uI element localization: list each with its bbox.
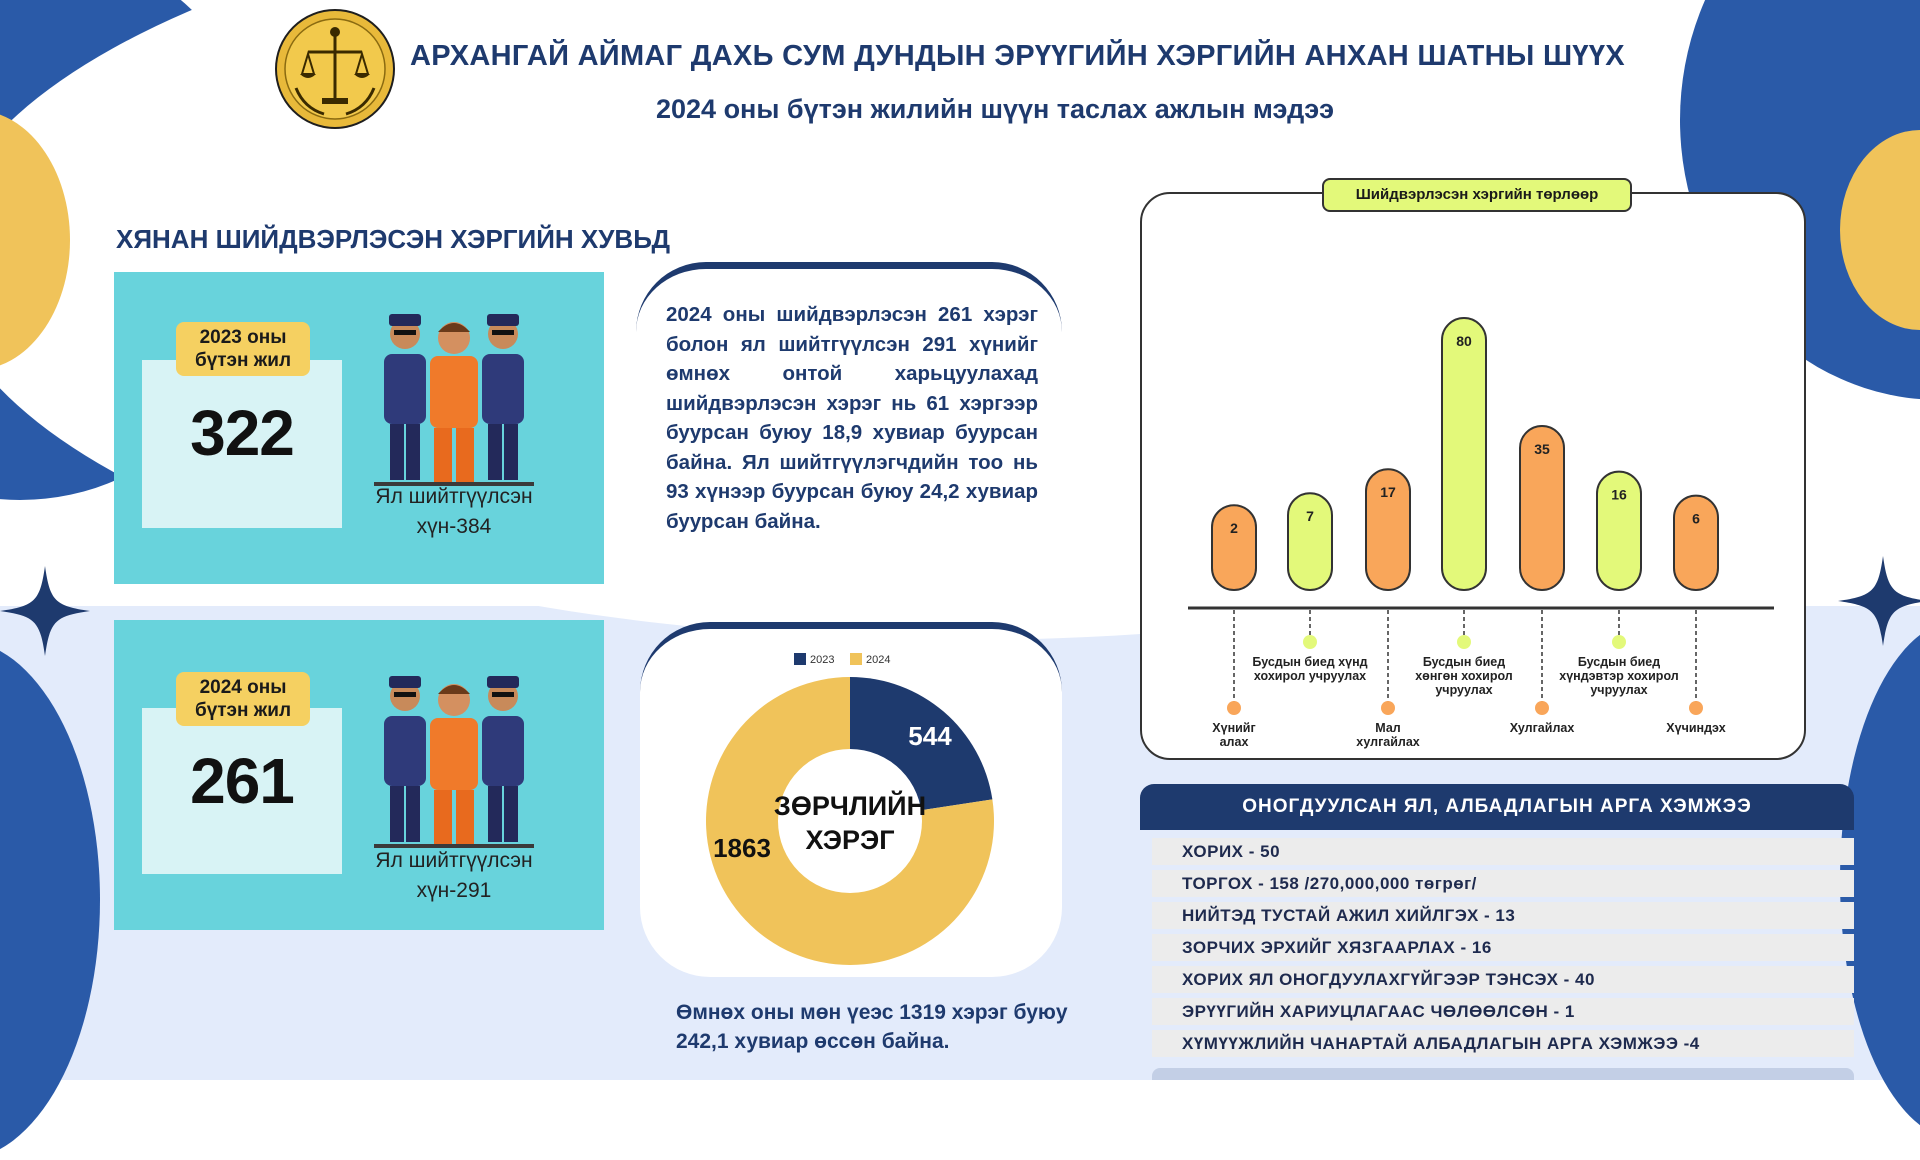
summary-text: 2024 оны шийдвэрлэсэн 261 хэрэг болон ял шийтгүүлсэн 291 хүнийг өмнөх онтой харьцуулахад шийдвэрлэсэн хэрэг нь 61 хэргээр буурсан буюу 18,9 хувиар буурсан байна. Ял шийтгүүлэгчдийн тоо нь 93 хүнээр буурсан буюу 24,2 хувиар буурсан байна. (666, 303, 1038, 533)
scales-of-justice-emblem-icon (274, 8, 396, 130)
convicted-people (362, 482, 546, 542)
category-label: алах (1219, 735, 1249, 749)
category-label: хүндэвтэр хохирол (1559, 669, 1679, 683)
legend-label: 2023 (810, 654, 835, 666)
bar (1442, 318, 1486, 590)
category-dot (1303, 635, 1317, 649)
legend-swatch (850, 653, 862, 665)
year-label: 2024 оны бүтэн жил (176, 672, 310, 726)
category-label: Мал (1375, 721, 1401, 735)
measure-item: НИЙТЭД ТУСТАЙ АЖИЛ ХИЙЛГЭХ - 13 (1152, 902, 1854, 929)
convicted-count: хүн-291 (416, 879, 492, 902)
bar-value-label: 16 (1611, 486, 1627, 503)
measure-item: ТОРГОХ - 158 /270,000,000 төгрөг/ (1152, 870, 1854, 897)
bar-value-label: 7 (1306, 508, 1314, 525)
category-dot (1689, 701, 1703, 715)
police-with-prisoner-icon (374, 296, 534, 496)
year-label: 2023 оны бүтэн жил (176, 322, 310, 376)
category-dot (1381, 701, 1395, 715)
cases-count: 261 (190, 745, 294, 817)
category-label: учруулах (1590, 683, 1648, 697)
measure-item: ЗОРЧИХ ЭРХИЙГ ХЯЗГААРЛАХ - 16 (1152, 934, 1854, 961)
donut-value-label: 544 (908, 721, 952, 751)
measure-item: ХҮМҮҮЖЛИЙН ЧАНАРТАЙ АЛБАДЛАГЫН АРГА ХЭМЖЭЭ -4 (1152, 1030, 1854, 1057)
category-label: учруулах (1435, 683, 1493, 697)
bar-value-label: 80 (1456, 333, 1472, 349)
bar (1212, 505, 1256, 590)
category-label: хулгайлах (1356, 735, 1420, 749)
legend-label: 2024 (866, 654, 891, 666)
donut-center-line1: ЗӨРЧЛИЙН (773, 791, 927, 821)
measures-footer-bar (1152, 1068, 1854, 1080)
donut-value-label: 1863 (713, 833, 771, 863)
measures-list (1152, 838, 1854, 1062)
category-label: Хүнийг (1212, 721, 1256, 735)
category-dot (1227, 701, 1241, 715)
measure-item: ХОРИХ - 50 (1152, 838, 1854, 865)
bar-value-label: 35 (1534, 441, 1550, 457)
year-panel-2023 (114, 272, 604, 584)
category-dot (1612, 635, 1626, 649)
bar-value-label: 17 (1380, 484, 1396, 501)
convicted-label: Ял шийтгүүлсэн (375, 485, 533, 508)
chart-title: Шийдвэрлэсэн хэргийн төрлөөр (1322, 178, 1632, 212)
convicted-count: хүн-384 (416, 515, 492, 538)
category-label: Бусдын биед (1422, 655, 1506, 669)
measure-item: ХОРИХ ЯЛ ОНОГДУУЛАХГҮЙГЭЭР ТЭНСЭХ - 40 (1152, 966, 1854, 993)
section-title: ХЯНАН ШИЙДВЭРЛЭСЭН ХЭРГИЙН ХУВЬД (116, 224, 671, 254)
case-types-chart-card (1140, 192, 1806, 760)
case-types-bar-chart (1142, 194, 1804, 758)
category-dot (1457, 635, 1471, 649)
cases-count: 322 (190, 397, 294, 469)
measure-item: ЭРҮҮГИЙН ХАРИУЦЛАГААС ЧӨЛӨӨЛСӨН - 1 (1152, 998, 1854, 1025)
year-panel-2024 (114, 620, 604, 930)
category-label: Бусдын биед хүнд (1252, 655, 1368, 669)
donut-hole (778, 749, 922, 893)
convicted-people (362, 846, 546, 906)
category-label: хохирол учруулах (1253, 669, 1367, 683)
category-label: Хулгайлах (1509, 721, 1575, 735)
violations-card (640, 622, 1062, 977)
violations-footnote: Өмнөх оны мөн үеэс 1319 хэрэг буюу 242,1 хувиар өссөн байна. (676, 1001, 1068, 1053)
bar-value-label: 6 (1692, 510, 1700, 527)
page-subtitle: 2024 оны бүтэн жилийн шүүн таслах ажлын мэдээ (656, 94, 1335, 124)
star-icon-left (0, 566, 90, 656)
category-label: хөнгөн хохирол (1415, 669, 1513, 683)
page-title: АРХАНГАЙ АЙМАГ ДАХЬ СУМ ДУНДЫН ЭРҮҮГИЙН ХЭРГИЙН АНХАН ШАТНЫ ШҮҮХ (410, 40, 1625, 72)
category-dot (1535, 701, 1549, 715)
convicted-label: Ял шийтгүүлсэн (375, 849, 533, 872)
legend-swatch (794, 653, 806, 665)
violations-donut-chart (640, 629, 1062, 977)
bar-value-label: 2 (1230, 520, 1238, 537)
measures-header: ОНОГДУУЛСАН ЯЛ, АЛБАДЛАГЫН АРГА ХЭМЖЭЭ (1140, 784, 1854, 830)
category-label: Хүчиндэх (1666, 721, 1726, 735)
police-with-prisoner-icon (374, 658, 534, 858)
donut-center-line2: ХЭРЭГ (805, 825, 895, 855)
category-label: Бусдын биед (1577, 655, 1661, 669)
star-icon-right (1838, 556, 1920, 646)
